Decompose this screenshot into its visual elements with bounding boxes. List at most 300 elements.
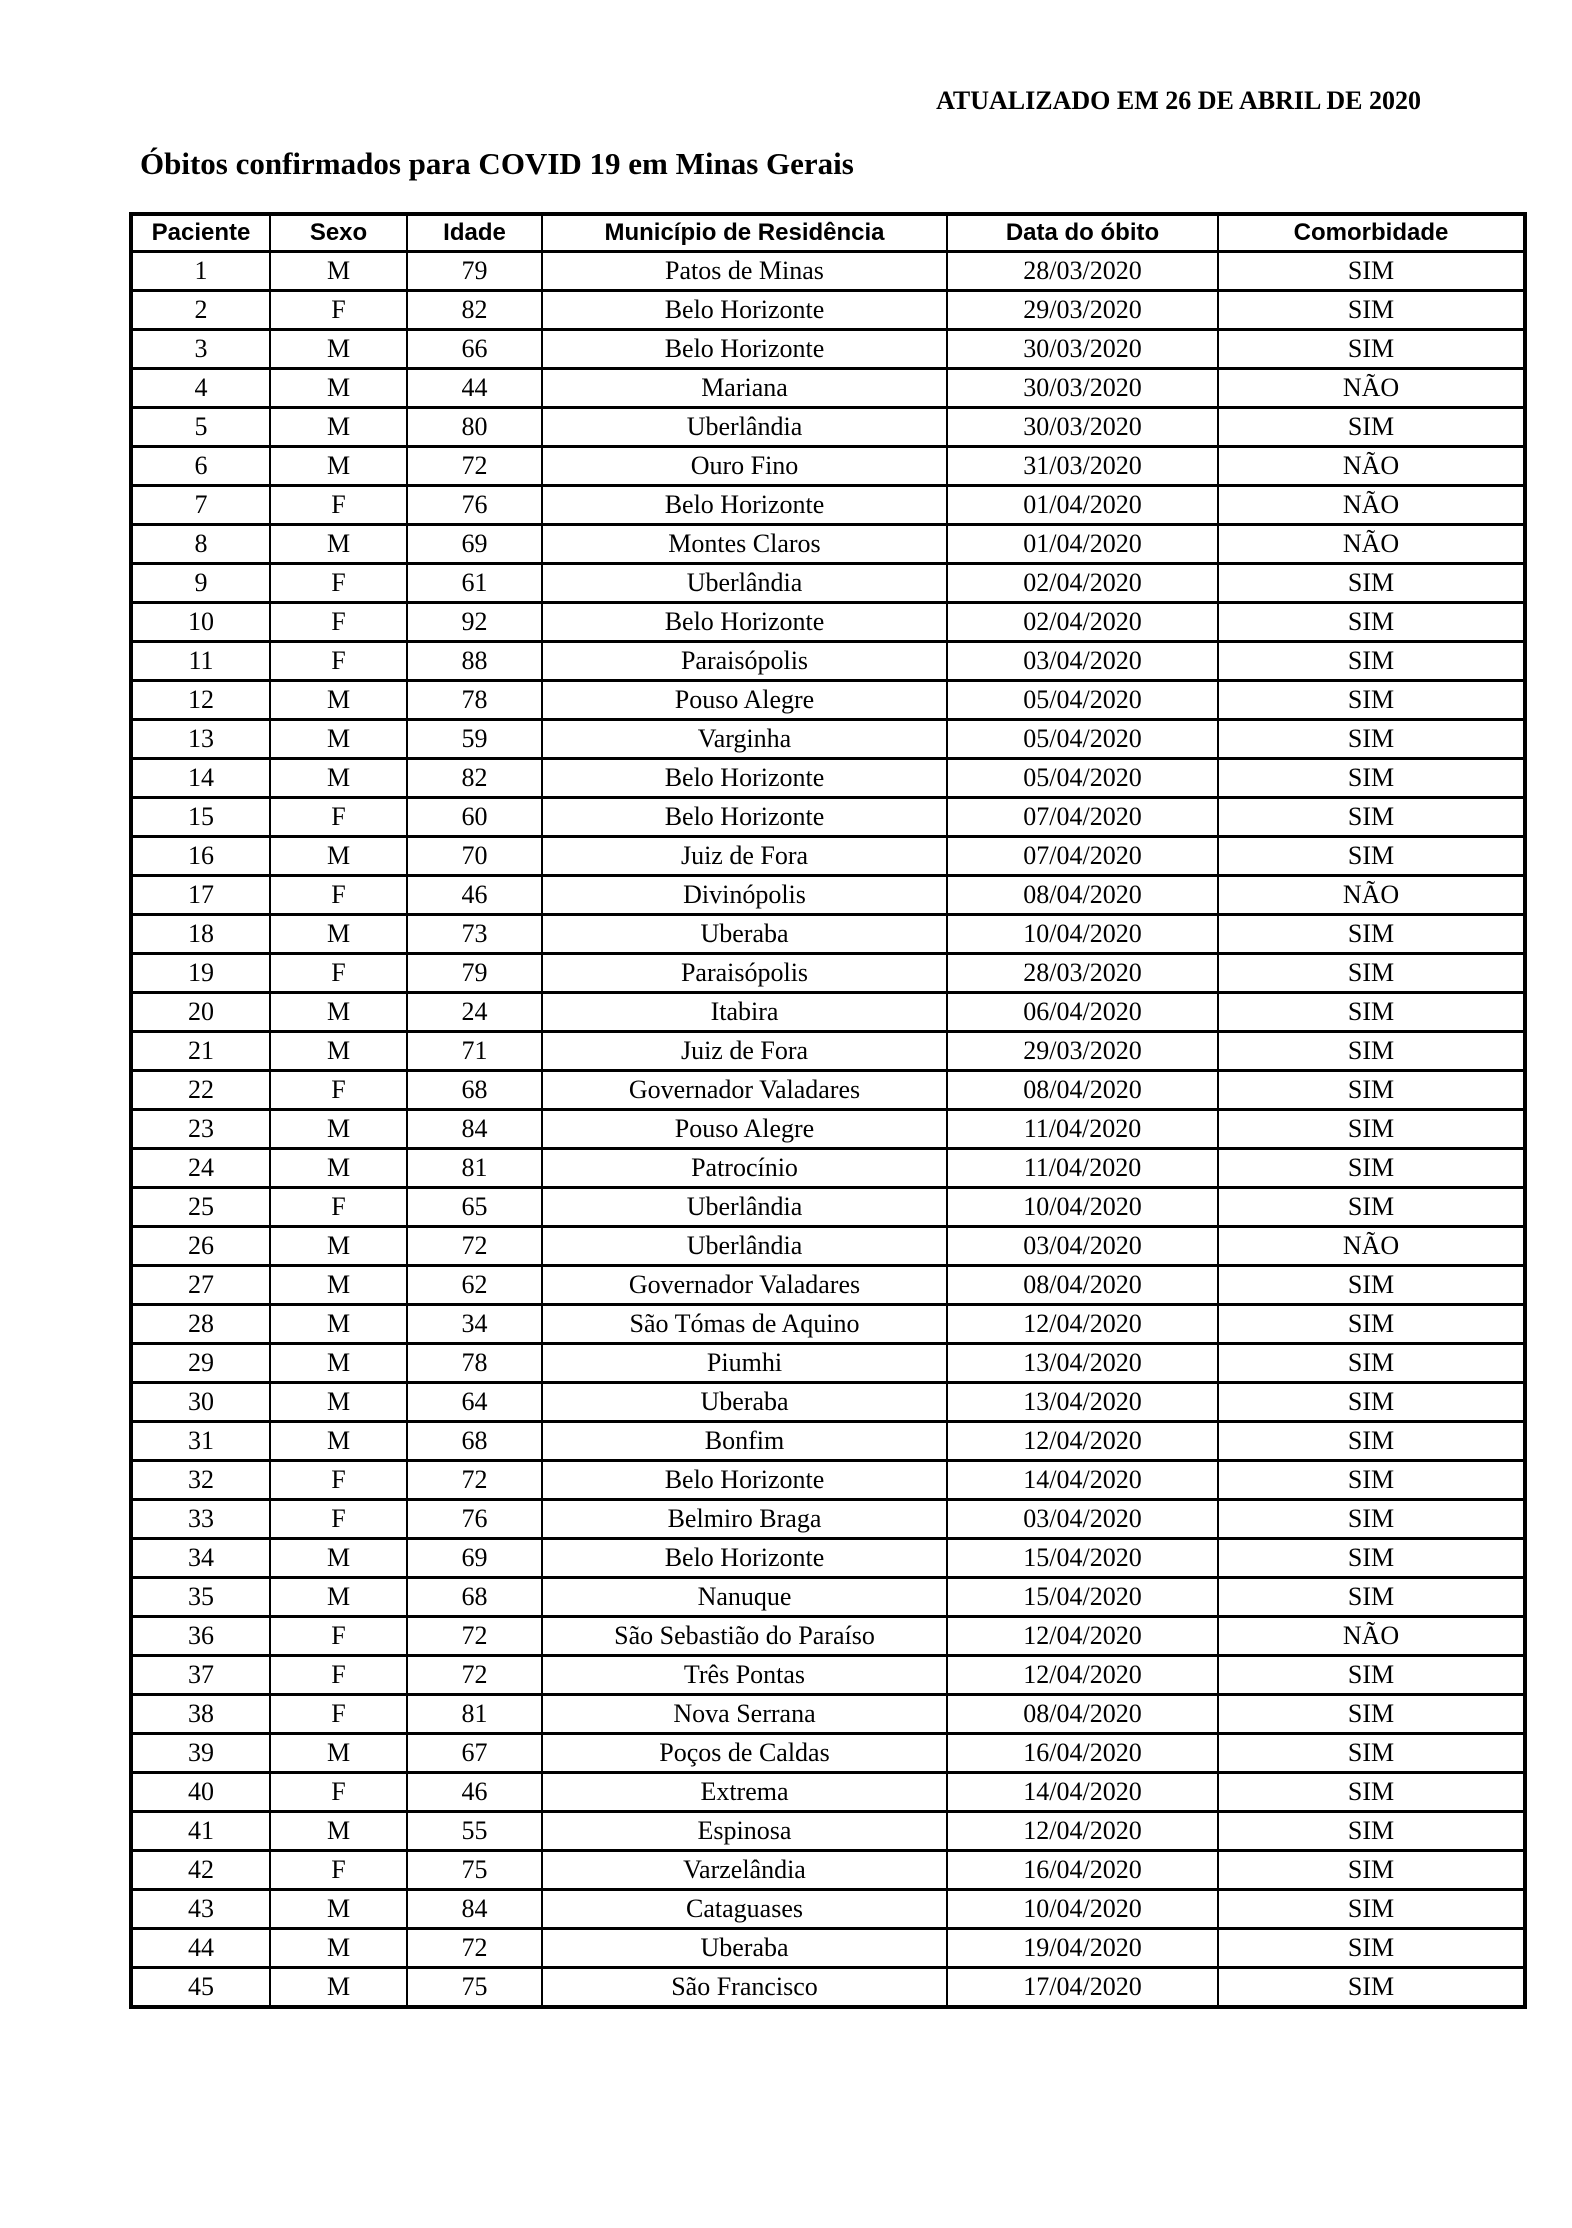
cell-data-obito: 03/04/2020 — [947, 642, 1218, 681]
table-row — [131, 1734, 1525, 1773]
cell-idade: 72 — [407, 1461, 542, 1500]
cell-municipio: Juiz de Fora — [542, 837, 947, 876]
cell-comorbidade: SIM — [1218, 1890, 1525, 1929]
table-row — [131, 798, 1525, 837]
cell-idade: 76 — [407, 1500, 542, 1539]
cell-sexo: F — [270, 798, 407, 837]
table-row — [131, 1461, 1525, 1500]
cell-paciente: 26 — [131, 1227, 270, 1266]
cell-comorbidade: NÃO — [1218, 525, 1525, 564]
cell-municipio: Governador Valadares — [542, 1071, 947, 1110]
cell-municipio: Montes Claros — [542, 525, 947, 564]
cell-sexo: M — [270, 369, 407, 408]
cell-comorbidade: SIM — [1218, 330, 1525, 369]
column-header-sexo: Sexo — [270, 214, 407, 252]
cell-idade: 72 — [407, 447, 542, 486]
cell-paciente: 42 — [131, 1851, 270, 1890]
cell-comorbidade: SIM — [1218, 1968, 1525, 2008]
cell-data-obito: 15/04/2020 — [947, 1578, 1218, 1617]
cell-comorbidade: SIM — [1218, 1344, 1525, 1383]
column-header-comorbidade: Comorbidade — [1218, 214, 1525, 252]
cell-comorbidade: SIM — [1218, 798, 1525, 837]
table-row — [131, 1500, 1525, 1539]
cell-comorbidade: SIM — [1218, 291, 1525, 330]
cell-municipio: Bonfim — [542, 1422, 947, 1461]
table-row — [131, 486, 1525, 525]
cell-data-obito: 14/04/2020 — [947, 1773, 1218, 1812]
cell-municipio: São Sebastião do Paraíso — [542, 1617, 947, 1656]
cell-comorbidade: NÃO — [1218, 1227, 1525, 1266]
cell-sexo: F — [270, 1695, 407, 1734]
cell-idade: 84 — [407, 1890, 542, 1929]
cell-idade: 68 — [407, 1422, 542, 1461]
cell-municipio: Uberlândia — [542, 408, 947, 447]
cell-idade: 73 — [407, 915, 542, 954]
cell-idade: 79 — [407, 954, 542, 993]
cell-sexo: M — [270, 1383, 407, 1422]
cell-municipio: Paraisópolis — [542, 642, 947, 681]
cell-paciente: 11 — [131, 642, 270, 681]
cell-sexo: F — [270, 1773, 407, 1812]
cell-municipio: Uberaba — [542, 1383, 947, 1422]
cell-sexo: M — [270, 1305, 407, 1344]
table-row — [131, 1539, 1525, 1578]
table-row — [131, 1851, 1525, 1890]
cell-data-obito: 30/03/2020 — [947, 369, 1218, 408]
cell-sexo: F — [270, 1500, 407, 1539]
cell-data-obito: 12/04/2020 — [947, 1656, 1218, 1695]
cell-municipio: Pouso Alegre — [542, 1110, 947, 1149]
cell-paciente: 16 — [131, 837, 270, 876]
table-row — [131, 1344, 1525, 1383]
cell-municipio: Belo Horizonte — [542, 486, 947, 525]
cell-data-obito: 07/04/2020 — [947, 837, 1218, 876]
cell-paciente: 21 — [131, 1032, 270, 1071]
cell-paciente: 39 — [131, 1734, 270, 1773]
cell-data-obito: 14/04/2020 — [947, 1461, 1218, 1500]
table-row — [131, 1110, 1525, 1149]
table-row — [131, 1149, 1525, 1188]
cell-comorbidade: SIM — [1218, 1461, 1525, 1500]
cell-municipio: Poços de Caldas — [542, 1734, 947, 1773]
cell-comorbidade: SIM — [1218, 1695, 1525, 1734]
cell-sexo: M — [270, 993, 407, 1032]
cell-idade: 66 — [407, 330, 542, 369]
cell-sexo: M — [270, 1539, 407, 1578]
cell-idade: 59 — [407, 720, 542, 759]
table-row — [131, 1773, 1525, 1812]
cell-idade: 64 — [407, 1383, 542, 1422]
cell-idade: 68 — [407, 1071, 542, 1110]
cell-data-obito: 11/04/2020 — [947, 1149, 1218, 1188]
cell-sexo: M — [270, 1578, 407, 1617]
cell-municipio: São Francisco — [542, 1968, 947, 2008]
cell-sexo: M — [270, 1734, 407, 1773]
cell-paciente: 44 — [131, 1929, 270, 1968]
cell-paciente: 45 — [131, 1968, 270, 2008]
page-title: Óbitos confirmados para COVID 19 em Minas Gerais — [140, 146, 854, 181]
table-row — [131, 1266, 1525, 1305]
cell-comorbidade: SIM — [1218, 681, 1525, 720]
table-row — [131, 954, 1525, 993]
cell-data-obito: 17/04/2020 — [947, 1968, 1218, 2008]
cell-paciente: 9 — [131, 564, 270, 603]
cell-municipio: Governador Valadares — [542, 1266, 947, 1305]
cell-sexo: M — [270, 408, 407, 447]
cell-paciente: 17 — [131, 876, 270, 915]
cell-paciente: 13 — [131, 720, 270, 759]
updated-notice: ATUALIZADO EM 26 DE ABRIL DE 2020 — [936, 86, 1421, 115]
cell-idade: 24 — [407, 993, 542, 1032]
cell-sexo: F — [270, 1851, 407, 1890]
cell-data-obito: 29/03/2020 — [947, 291, 1218, 330]
cell-paciente: 28 — [131, 1305, 270, 1344]
cell-data-obito: 07/04/2020 — [947, 798, 1218, 837]
cell-idade: 82 — [407, 291, 542, 330]
cell-sexo: M — [270, 525, 407, 564]
cell-sexo: M — [270, 1110, 407, 1149]
cell-sexo: F — [270, 564, 407, 603]
cell-municipio: Belo Horizonte — [542, 798, 947, 837]
cell-municipio: Uberlândia — [542, 1188, 947, 1227]
table-row — [131, 1812, 1525, 1851]
table-row — [131, 1422, 1525, 1461]
cell-sexo: F — [270, 1461, 407, 1500]
cell-paciente: 19 — [131, 954, 270, 993]
cell-comorbidade: SIM — [1218, 603, 1525, 642]
cell-sexo: M — [270, 681, 407, 720]
cell-comorbidade: SIM — [1218, 252, 1525, 291]
cell-comorbidade: SIM — [1218, 1422, 1525, 1461]
cell-sexo: F — [270, 1656, 407, 1695]
cell-paciente: 36 — [131, 1617, 270, 1656]
table-row — [131, 1032, 1525, 1071]
cell-data-obito: 02/04/2020 — [947, 564, 1218, 603]
cell-municipio: Varzelândia — [542, 1851, 947, 1890]
cell-paciente: 14 — [131, 759, 270, 798]
cell-comorbidade: SIM — [1218, 642, 1525, 681]
cell-comorbidade: SIM — [1218, 1656, 1525, 1695]
cell-sexo: F — [270, 1071, 407, 1110]
cell-paciente: 20 — [131, 993, 270, 1032]
cell-comorbidade: SIM — [1218, 993, 1525, 1032]
cell-sexo: M — [270, 330, 407, 369]
table-row — [131, 759, 1525, 798]
cell-data-obito: 29/03/2020 — [947, 1032, 1218, 1071]
cell-municipio: Espinosa — [542, 1812, 947, 1851]
cell-idade: 67 — [407, 1734, 542, 1773]
cell-sexo: M — [270, 1227, 407, 1266]
cell-municipio: Belo Horizonte — [542, 1461, 947, 1500]
cell-municipio: Patrocínio — [542, 1149, 947, 1188]
cell-sexo: M — [270, 1344, 407, 1383]
cell-municipio: Uberlândia — [542, 1227, 947, 1266]
cell-sexo: M — [270, 759, 407, 798]
cell-paciente: 12 — [131, 681, 270, 720]
cell-municipio: Varginha — [542, 720, 947, 759]
cell-idade: 60 — [407, 798, 542, 837]
cell-comorbidade: SIM — [1218, 1929, 1525, 1968]
cell-sexo: M — [270, 1929, 407, 1968]
cell-idade: 55 — [407, 1812, 542, 1851]
table-row — [131, 1188, 1525, 1227]
cell-sexo: M — [270, 1968, 407, 2008]
table-row — [131, 1383, 1525, 1422]
cell-sexo: M — [270, 1149, 407, 1188]
cell-paciente: 15 — [131, 798, 270, 837]
table-row — [131, 1227, 1525, 1266]
cell-data-obito: 15/04/2020 — [947, 1539, 1218, 1578]
cell-idade: 79 — [407, 252, 542, 291]
cell-data-obito: 05/04/2020 — [947, 720, 1218, 759]
cell-data-obito: 03/04/2020 — [947, 1227, 1218, 1266]
column-header-idade: Idade — [407, 214, 542, 252]
cell-idade: 44 — [407, 369, 542, 408]
cell-idade: 80 — [407, 408, 542, 447]
cell-paciente: 27 — [131, 1266, 270, 1305]
cell-data-obito: 08/04/2020 — [947, 1695, 1218, 1734]
covid-deaths-table — [129, 212, 1527, 2009]
cell-comorbidade: SIM — [1218, 915, 1525, 954]
cell-paciente: 23 — [131, 1110, 270, 1149]
cell-sexo: M — [270, 837, 407, 876]
cell-sexo: M — [270, 447, 407, 486]
cell-paciente: 4 — [131, 369, 270, 408]
table-row — [131, 603, 1525, 642]
cell-municipio: Divinópolis — [542, 876, 947, 915]
cell-paciente: 25 — [131, 1188, 270, 1227]
cell-idade: 69 — [407, 525, 542, 564]
column-header-data-obito: Data do óbito — [947, 214, 1218, 252]
cell-data-obito: 10/04/2020 — [947, 1188, 1218, 1227]
table-row — [131, 447, 1525, 486]
cell-sexo: F — [270, 486, 407, 525]
cell-paciente: 8 — [131, 525, 270, 564]
cell-paciente: 5 — [131, 408, 270, 447]
cell-comorbidade: SIM — [1218, 1851, 1525, 1890]
cell-municipio: Belo Horizonte — [542, 1539, 947, 1578]
cell-idade: 68 — [407, 1578, 542, 1617]
cell-paciente: 7 — [131, 486, 270, 525]
table-row — [131, 837, 1525, 876]
cell-comorbidade: NÃO — [1218, 447, 1525, 486]
cell-comorbidade: SIM — [1218, 1149, 1525, 1188]
cell-idade: 46 — [407, 1773, 542, 1812]
cell-paciente: 41 — [131, 1812, 270, 1851]
table-row — [131, 1617, 1525, 1656]
cell-data-obito: 08/04/2020 — [947, 1071, 1218, 1110]
cell-data-obito: 19/04/2020 — [947, 1929, 1218, 1968]
cell-data-obito: 02/04/2020 — [947, 603, 1218, 642]
cell-comorbidade: SIM — [1218, 1305, 1525, 1344]
cell-comorbidade: SIM — [1218, 408, 1525, 447]
cell-comorbidade: SIM — [1218, 1812, 1525, 1851]
cell-idade: 88 — [407, 642, 542, 681]
cell-paciente: 40 — [131, 1773, 270, 1812]
cell-comorbidade: SIM — [1218, 564, 1525, 603]
cell-idade: 84 — [407, 1110, 542, 1149]
cell-data-obito: 10/04/2020 — [947, 915, 1218, 954]
cell-idade: 72 — [407, 1617, 542, 1656]
table-row — [131, 330, 1525, 369]
cell-data-obito: 01/04/2020 — [947, 525, 1218, 564]
table-row — [131, 1578, 1525, 1617]
cell-data-obito: 10/04/2020 — [947, 1890, 1218, 1929]
table-row — [131, 720, 1525, 759]
cell-data-obito: 01/04/2020 — [947, 486, 1218, 525]
table-row — [131, 252, 1525, 291]
cell-municipio: Pouso Alegre — [542, 681, 947, 720]
cell-paciente: 10 — [131, 603, 270, 642]
cell-data-obito: 12/04/2020 — [947, 1812, 1218, 1851]
cell-paciente: 33 — [131, 1500, 270, 1539]
cell-data-obito: 08/04/2020 — [947, 876, 1218, 915]
cell-sexo: M — [270, 1890, 407, 1929]
cell-data-obito: 06/04/2020 — [947, 993, 1218, 1032]
cell-paciente: 43 — [131, 1890, 270, 1929]
cell-data-obito: 12/04/2020 — [947, 1305, 1218, 1344]
cell-municipio: Extrema — [542, 1773, 947, 1812]
cell-sexo: F — [270, 876, 407, 915]
table-row — [131, 876, 1525, 915]
cell-sexo: F — [270, 291, 407, 330]
table-row — [131, 1305, 1525, 1344]
cell-data-obito: 31/03/2020 — [947, 447, 1218, 486]
cell-comorbidade: SIM — [1218, 1032, 1525, 1071]
cell-municipio: Juiz de Fora — [542, 1032, 947, 1071]
cell-idade: 46 — [407, 876, 542, 915]
cell-comorbidade: NÃO — [1218, 369, 1525, 408]
cell-idade: 81 — [407, 1149, 542, 1188]
cell-comorbidade: SIM — [1218, 1071, 1525, 1110]
cell-comorbidade: SIM — [1218, 1110, 1525, 1149]
cell-idade: 82 — [407, 759, 542, 798]
table-row — [131, 291, 1525, 330]
cell-municipio: Belo Horizonte — [542, 330, 947, 369]
cell-comorbidade: NÃO — [1218, 486, 1525, 525]
cell-data-obito: 13/04/2020 — [947, 1383, 1218, 1422]
cell-municipio: Uberlândia — [542, 564, 947, 603]
cell-sexo: F — [270, 954, 407, 993]
cell-idade: 70 — [407, 837, 542, 876]
cell-comorbidade: SIM — [1218, 759, 1525, 798]
cell-municipio: Nova Serrana — [542, 1695, 947, 1734]
table-body — [131, 252, 1525, 2008]
cell-comorbidade: SIM — [1218, 1188, 1525, 1227]
cell-municipio: Belmiro Braga — [542, 1500, 947, 1539]
cell-sexo: M — [270, 252, 407, 291]
cell-municipio: Três Pontas — [542, 1656, 947, 1695]
cell-sexo: M — [270, 1812, 407, 1851]
table-row — [131, 681, 1525, 720]
cell-municipio: Patos de Minas — [542, 252, 947, 291]
table-row — [131, 525, 1525, 564]
cell-comorbidade: NÃO — [1218, 1617, 1525, 1656]
cell-paciente: 32 — [131, 1461, 270, 1500]
cell-paciente: 29 — [131, 1344, 270, 1383]
table-row — [131, 408, 1525, 447]
cell-paciente: 24 — [131, 1149, 270, 1188]
cell-data-obito: 30/03/2020 — [947, 330, 1218, 369]
table-header-row — [131, 214, 1525, 252]
cell-data-obito: 12/04/2020 — [947, 1617, 1218, 1656]
cell-comorbidade: SIM — [1218, 1500, 1525, 1539]
cell-comorbidade: SIM — [1218, 1266, 1525, 1305]
cell-comorbidade: SIM — [1218, 837, 1525, 876]
cell-idade: 72 — [407, 1929, 542, 1968]
cell-municipio: Belo Horizonte — [542, 603, 947, 642]
table-row — [131, 564, 1525, 603]
cell-sexo: M — [270, 1032, 407, 1071]
cell-data-obito: 28/03/2020 — [947, 252, 1218, 291]
cell-idade: 34 — [407, 1305, 542, 1344]
cell-sexo: M — [270, 1422, 407, 1461]
cell-comorbidade: SIM — [1218, 1773, 1525, 1812]
table-row — [131, 1929, 1525, 1968]
cell-idade: 65 — [407, 1188, 542, 1227]
cell-paciente: 22 — [131, 1071, 270, 1110]
cell-municipio: Belo Horizonte — [542, 759, 947, 798]
table-row — [131, 1968, 1525, 2008]
cell-data-obito: 03/04/2020 — [947, 1500, 1218, 1539]
cell-sexo: F — [270, 1617, 407, 1656]
cell-comorbidade: NÃO — [1218, 876, 1525, 915]
cell-data-obito: 28/03/2020 — [947, 954, 1218, 993]
cell-comorbidade: SIM — [1218, 720, 1525, 759]
cell-comorbidade: SIM — [1218, 1734, 1525, 1773]
cell-idade: 75 — [407, 1968, 542, 2008]
cell-idade: 75 — [407, 1851, 542, 1890]
cell-paciente: 31 — [131, 1422, 270, 1461]
cell-municipio: Cataguases — [542, 1890, 947, 1929]
cell-idade: 61 — [407, 564, 542, 603]
cell-municipio: Belo Horizonte — [542, 291, 947, 330]
cell-idade: 81 — [407, 1695, 542, 1734]
cell-data-obito: 05/04/2020 — [947, 759, 1218, 798]
cell-idade: 72 — [407, 1227, 542, 1266]
cell-idade: 69 — [407, 1539, 542, 1578]
cell-municipio: Uberaba — [542, 1929, 947, 1968]
cell-paciente: 1 — [131, 252, 270, 291]
cell-paciente: 6 — [131, 447, 270, 486]
cell-idade: 62 — [407, 1266, 542, 1305]
table-row — [131, 369, 1525, 408]
cell-sexo: F — [270, 642, 407, 681]
cell-municipio: São Tómas de Aquino — [542, 1305, 947, 1344]
cell-idade: 71 — [407, 1032, 542, 1071]
table-row — [131, 1071, 1525, 1110]
table-row — [131, 915, 1525, 954]
column-header-municipio: Município de Residência — [542, 214, 947, 252]
cell-municipio: Ouro Fino — [542, 447, 947, 486]
cell-idade: 72 — [407, 1656, 542, 1695]
cell-data-obito: 30/03/2020 — [947, 408, 1218, 447]
table-row — [131, 1695, 1525, 1734]
cell-municipio: Uberaba — [542, 915, 947, 954]
cell-municipio: Paraisópolis — [542, 954, 947, 993]
cell-data-obito: 05/04/2020 — [947, 681, 1218, 720]
cell-idade: 78 — [407, 1344, 542, 1383]
cell-data-obito: 12/04/2020 — [947, 1422, 1218, 1461]
cell-sexo: M — [270, 720, 407, 759]
cell-comorbidade: SIM — [1218, 954, 1525, 993]
column-header-paciente: Paciente — [131, 214, 270, 252]
cell-comorbidade: SIM — [1218, 1539, 1525, 1578]
table-row — [131, 993, 1525, 1032]
table-row — [131, 642, 1525, 681]
table-row — [131, 1656, 1525, 1695]
cell-sexo: F — [270, 603, 407, 642]
